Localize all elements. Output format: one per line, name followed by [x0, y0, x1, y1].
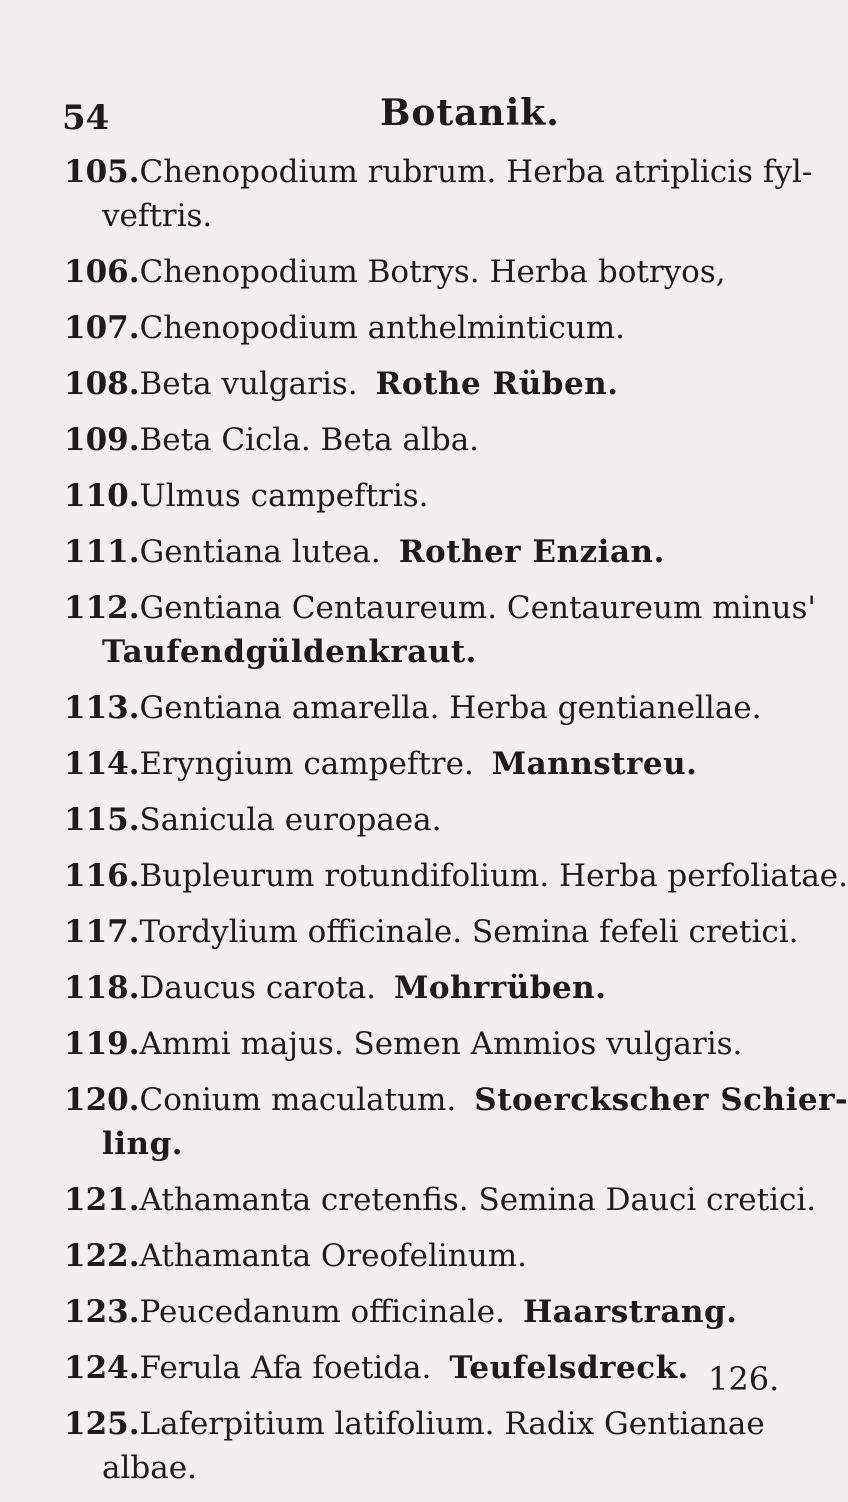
entry-latin: Sanicula europaea.	[139, 802, 442, 838]
entry-number: 111.	[64, 534, 140, 570]
entry-number: 124.	[64, 1350, 140, 1386]
entry-german-continuation: ling.	[102, 1126, 184, 1162]
entry-german: Rother Enzian.	[398, 534, 665, 570]
entry-latin: Chenopodium Botrys. Herba botryos,	[139, 254, 726, 290]
entry-latin: Conium maculatum.	[139, 1082, 457, 1118]
list-item	[64, 586, 816, 674]
entry-german: Mannstreu.	[491, 746, 698, 782]
entry-german-continuation: Taufendgüldenkraut.	[102, 634, 477, 670]
entry-number: 112.	[64, 590, 140, 626]
page-number: 54	[62, 98, 110, 138]
list-item	[64, 362, 784, 406]
list-item	[64, 306, 784, 350]
entry-number: 108.	[64, 366, 140, 402]
entry-latin: Tordylium officinale. Semina fefeli cretici.	[139, 914, 799, 950]
entry-number: 118.	[64, 970, 140, 1006]
entry-latin: Eryngium campeftre.	[139, 746, 474, 782]
entry-latin: Gentiana Centaureum. Centaureum minus'	[139, 590, 816, 626]
entry-latin: Beta vulgaris.	[139, 366, 358, 402]
list-item	[64, 1234, 784, 1278]
entry-list	[64, 150, 848, 1502]
entry-german: Teufelsdreck.	[449, 1350, 689, 1386]
list-item	[64, 1078, 848, 1166]
entry-latin: Ulmus campeftris.	[139, 478, 429, 514]
entry-german: Rothe Rüben.	[375, 366, 619, 402]
entry-number: 105.	[64, 154, 140, 190]
entry-number: 121.	[64, 1182, 140, 1218]
entry-continuation: veftris.	[102, 198, 213, 234]
entry-latin: Beta Cicla. Beta alba.	[139, 422, 480, 458]
list-item	[64, 1022, 784, 1066]
entry-german: Mohrrüben.	[394, 970, 607, 1006]
entry-latin: Laferpitium latifolium. Radix Gentianae	[139, 1406, 765, 1442]
list-item	[64, 910, 799, 954]
catchword: 126.	[708, 1360, 780, 1398]
list-item	[64, 686, 784, 730]
entry-number: 125.	[64, 1406, 140, 1442]
entry-latin: Gentiana lutea.	[139, 534, 381, 570]
list-item	[64, 1402, 784, 1490]
entry-number: 116.	[64, 858, 140, 894]
list-item	[64, 1346, 784, 1390]
entry-german: Stoerckscher Schier-	[474, 1082, 848, 1118]
entry-latin: Chenopodium rubrum. Herba atriplicis fyl-	[139, 154, 813, 190]
entry-number: 109.	[64, 422, 140, 458]
entry-number: 115.	[64, 802, 140, 838]
list-item	[64, 798, 784, 842]
entry-number: 106.	[64, 254, 140, 290]
entry-number: 114.	[64, 746, 140, 782]
entry-number: 107.	[64, 310, 140, 346]
entry-latin: Peucedanum officinale.	[139, 1294, 505, 1330]
list-item	[64, 742, 784, 786]
running-head: Botanik.	[380, 92, 560, 134]
entry-latin: Bupleurum rotundifolium. Herba perfoliatae.	[139, 858, 848, 894]
entry-latin: Ammi majus. Semen Ammios vulgaris.	[139, 1026, 743, 1062]
list-item	[64, 530, 784, 574]
entry-latin: Ferula Afa foetida.	[139, 1350, 432, 1386]
entry-number: 117.	[64, 914, 140, 950]
entry-number: 119.	[64, 1026, 140, 1062]
entry-number: 123.	[64, 1294, 140, 1330]
list-item	[64, 150, 813, 238]
entry-number: 113.	[64, 690, 140, 726]
entry-continuation: albae.	[102, 1450, 197, 1486]
list-item	[64, 854, 848, 898]
list-item	[64, 250, 784, 294]
list-item	[64, 418, 784, 462]
entry-latin: Athamanta cretenfis. Semina Dauci cretici.	[139, 1182, 817, 1218]
entry-latin: Daucus carota.	[139, 970, 377, 1006]
entry-number: 120.	[64, 1082, 140, 1118]
list-item	[64, 966, 784, 1010]
list-item	[64, 474, 784, 518]
entry-latin: Athamanta Oreofelinum.	[139, 1238, 527, 1274]
list-item	[64, 1290, 784, 1334]
list-item	[64, 1178, 817, 1222]
entry-latin: Chenopodium anthelminticum.	[139, 310, 626, 346]
entry-latin: Gentiana amarella. Herba gentianellae.	[139, 690, 762, 726]
entry-number: 110.	[64, 478, 140, 514]
entry-german: Haarstrang.	[522, 1294, 738, 1330]
entry-number: 122.	[64, 1238, 140, 1274]
